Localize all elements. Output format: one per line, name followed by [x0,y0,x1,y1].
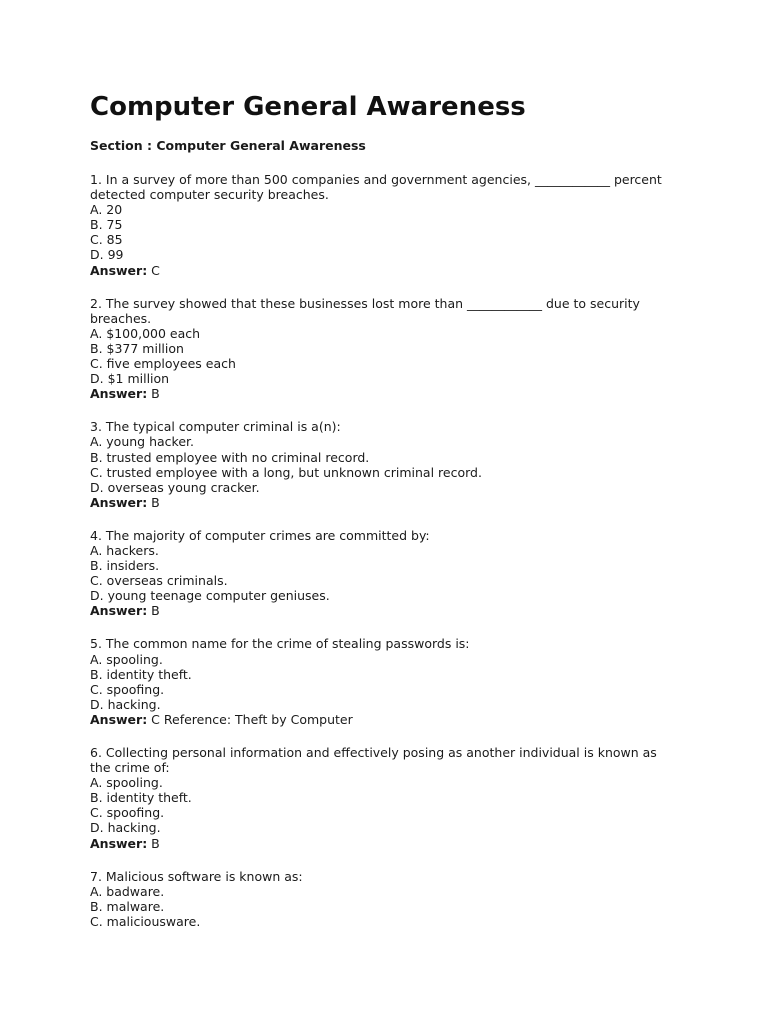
option-b: B. trusted employee with no criminal record. [90,449,370,465]
document-page [90,90,680,947]
question-text: 7. Malicious software is known as: [90,868,303,884]
answer-label: Answer: [90,262,148,278]
question-text: 3. The typical computer criminal is a(n): [90,419,341,435]
option-c: C. five employees each [90,356,236,372]
option-d: D. $1 million [90,371,170,387]
option-a: A. spooling. [90,775,163,791]
answer-label: Answer: [90,386,148,402]
option-c: C. trusted employee with a long, but unknown criminal record. [90,464,482,480]
option-d: D. hacking. [90,820,161,836]
option-a: A. young hacker. [90,434,194,450]
answer-line [90,263,680,278]
question-text: 5. The common name for the crime of stealing passwords is: [90,636,470,652]
question-1 [90,172,680,278]
question-text: 1. In a survey of more than 500 companies and government agencies, ____________ percent detected computer security breaches. [90,172,662,203]
option-c: C. spoofing. [90,681,165,697]
option-b: B. malware. [90,898,165,914]
question-text: 2. The survey showed that these businesses lost more than ____________ due to security breaches. [90,295,640,326]
option-d: D. overseas young cracker. [90,479,260,495]
answer-value: C [147,262,160,278]
answer-value: B [147,835,160,851]
option-b: B. $377 million [90,340,184,356]
option-c: C. overseas criminals. [90,573,228,589]
answer-line [90,712,680,727]
answer-label: Answer: [90,711,148,727]
option-c: C. spoofing. [90,805,165,821]
question-3 [90,419,680,510]
option-b: B. 75 [90,217,123,233]
section-heading: Section : Computer General Awareness [90,138,366,153]
option-c: C. maliciousware. [90,913,201,929]
answer-value: B [147,386,160,402]
option-d: D. hacking. [90,696,161,712]
option-a: A. spooling. [90,651,163,667]
answer-value: B [147,603,160,619]
question-6 [90,745,680,851]
answer-label: Answer: [90,494,148,510]
option-b: B. insiders. [90,558,160,574]
answer-value: C Reference: Theft by Computer [147,711,353,727]
answer-line [90,495,680,510]
answer-label: Answer: [90,603,148,619]
answer-line [90,386,680,401]
option-b: B. identity theft. [90,790,192,806]
question-2 [90,296,680,402]
answer-line [90,836,680,851]
option-a: A. $100,000 each [90,325,201,341]
option-a: A. hackers. [90,542,159,558]
option-d: D. 99 [90,247,124,263]
question-4 [90,528,680,619]
option-a: A. badware. [90,883,165,899]
page-title: Computer General Awareness [90,92,526,122]
option-b: B. identity theft. [90,666,192,682]
question-5 [90,636,680,727]
question-7 [90,869,680,929]
answer-value: B [147,494,160,510]
option-d: D. young teenage computer geniuses. [90,588,330,604]
answer-line [90,603,680,618]
question-text: 6. Collecting personal information and effectively posing as another individual is known as the crime of: [90,745,657,776]
option-c: C. 85 [90,232,123,248]
question-text: 4. The majority of computer crimes are committed by: [90,527,430,543]
option-a: A. 20 [90,202,123,218]
answer-label: Answer: [90,835,148,851]
